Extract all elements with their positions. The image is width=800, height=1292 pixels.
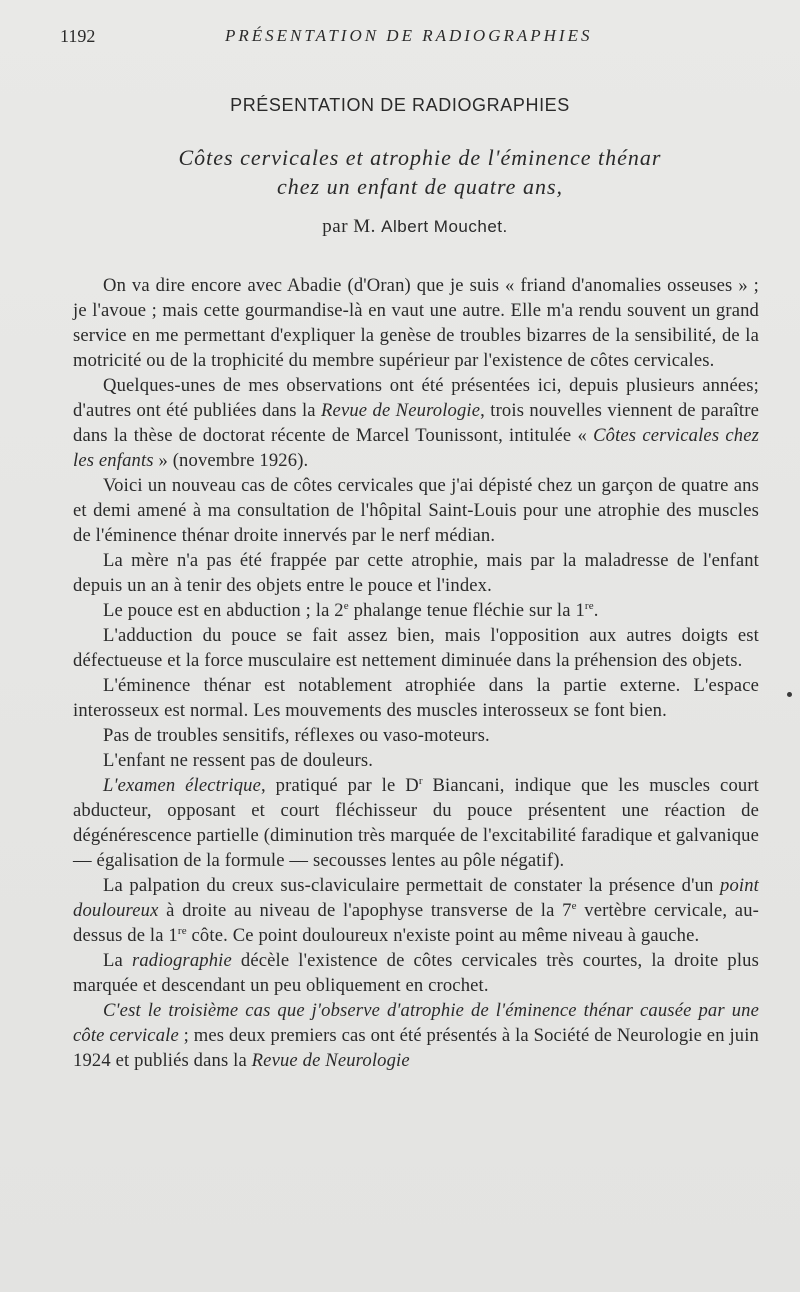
page-number: 1192 [60,26,96,46]
paragraph-12 [73,948,759,998]
paragraph-5-text-a: Le pouce est en abduction ; la 2 [103,600,344,621]
paragraph-5-text-b: phalange tenue fléchie sur la 1 [348,600,585,621]
paragraph-2-text-c: » (novembre 1926). [153,450,309,471]
paragraph-10-text-a: , pratiqué par le D [261,775,419,796]
margin-mark [787,692,792,697]
paragraph-2-text-a: Quelques-unes de mes observations ont été présentées ici, depuis plusieurs années; d'autres ont été publiées dans la [73,375,759,421]
paragraph-5-text-c: . [593,600,599,621]
running-title: PRÉSENTATION DE RADIOGRAPHIES [225,26,593,45]
paragraph-4: La mère n'a pas été frappée par cette atrophie, mais par la maladresse de l'enfant depuis un an à tenir des objets entre le pouce et l'index. [73,550,759,596]
emphasis-radiographie: radiographie [131,950,232,971]
superscript: re [584,599,594,612]
paragraph-10 [73,773,759,873]
author-name: Albert Mouchet. [381,217,508,236]
paragraph-1: On va dire encore avec Abadie (d'Oran) que je suis « friand d'anomalies osseuses » ; je l'avoue ; mais cette gourmandise-là en vaut une autre. Elle m'a rendu souvent un grand service en me permettant d'expliquer la genèse de troubles bizarres de la sensibilité, de la motricité ou de la trophicité du membre supérieur par l'existence de côtes cervicales. [73,275,759,371]
paragraph-11-text-a: La palpation du creux sus-claviculaire permettait de constater la présence d'un [103,875,721,896]
paragraph-5 [73,598,759,623]
section-title: PRÉSENTATION DE RADIOGRAPHIES [230,95,570,115]
paragraph-11 [73,873,759,948]
byline-prefix: par M. [322,216,376,237]
superscript: re [177,924,187,937]
paragraph-7: L'éminence thénar est notablement atrophiée dans la partie externe. L'espace interosseux est normal. Les mouvements des muscles interosseux se font bien. [73,675,759,721]
paragraph-13-text-a: ; mes deux premiers cas ont été présentés à la Société de Neurologie en juin 1924 et publiés dans la [73,1025,759,1071]
paragraph-11-text-d: côte. Ce point douloureux n'existe point au même niveau à gauche. [186,925,700,946]
byline [0,216,800,238]
paragraph-13 [73,998,759,1073]
journal-title-revue-neurologie: Revue de Neurologie [321,400,481,421]
paragraph-3: Voici un nouveau cas de côtes cervicales que j'ai dépisté chez un garçon de quatre ans et demi amené à ma consultation de l'hôpital Saint-Louis pour une atrophie des muscles de l'éminence thénar droite innervés par le nerf médian. [73,475,759,546]
paragraph-12-text-b: décèle l'existence de côtes cervicales très courtes, la droite plus marquée et descendant un peu obliquement en crochet. [73,950,759,996]
paragraph-2 [73,373,759,473]
paragraph-11-text-b: à droite au niveau de l'apophyse transverse de la 7 [158,900,572,921]
running-header [60,26,740,48]
paragraph-8: Pas de troubles sensitifs, réflexes ou vaso-moteurs. [103,725,490,746]
emphasis-examen-electrique: L'examen électrique [103,775,261,796]
thesis-title: Côtes cervicales chez les enfants [73,425,759,471]
superscript: e [343,599,349,612]
paragraph-11-text-c: vertèbre cervicale, au-dessus de la 1 [73,900,760,946]
paragraph-2-text-b: , trois nouvelles viennent de paraître dans la thèse de doctorat récente de Marcel Tounissont, intitulée « [73,400,759,446]
article-title-line-2: chez un enfant de quatre ans, [276,174,564,199]
paragraph-9: L'enfant ne ressent pas de douleurs. [103,750,374,771]
paragraph-10-text-b: Biancani, indique que les muscles court abducteur, opposant et court fléchisseur du pouce présentent une réaction de dégénérescence partielle (diminution très marquée de l'excitabilité faradique et galvanique — égalisation de la formule — secousses lentes au pôle négatif). [73,775,759,871]
journal-title-revue-neurologie: Revue de Neurologie [251,1050,410,1071]
article-title [0,143,800,201]
emphasis-troisieme-cas: C'est le troisième cas que j'observe d'atrophie de l'éminence thénar causée par une côte cervicale [73,1000,759,1046]
paragraph-12-text-a: La [103,950,132,971]
paragraph-6: L'adduction du pouce se fait assez bien, mais l'opposition aux autres doigts est défectueuse et la force musculaire est nettement diminuée dans la préhension des objets. [73,625,759,671]
emphasis-point-douloureux: point douloureux [73,875,759,921]
article-title-line-1: Côtes cervicales et atrophie de l'éminence thénar [178,145,662,170]
superscript: e [571,899,577,912]
article-body [73,273,759,1073]
superscript: r [418,774,423,787]
